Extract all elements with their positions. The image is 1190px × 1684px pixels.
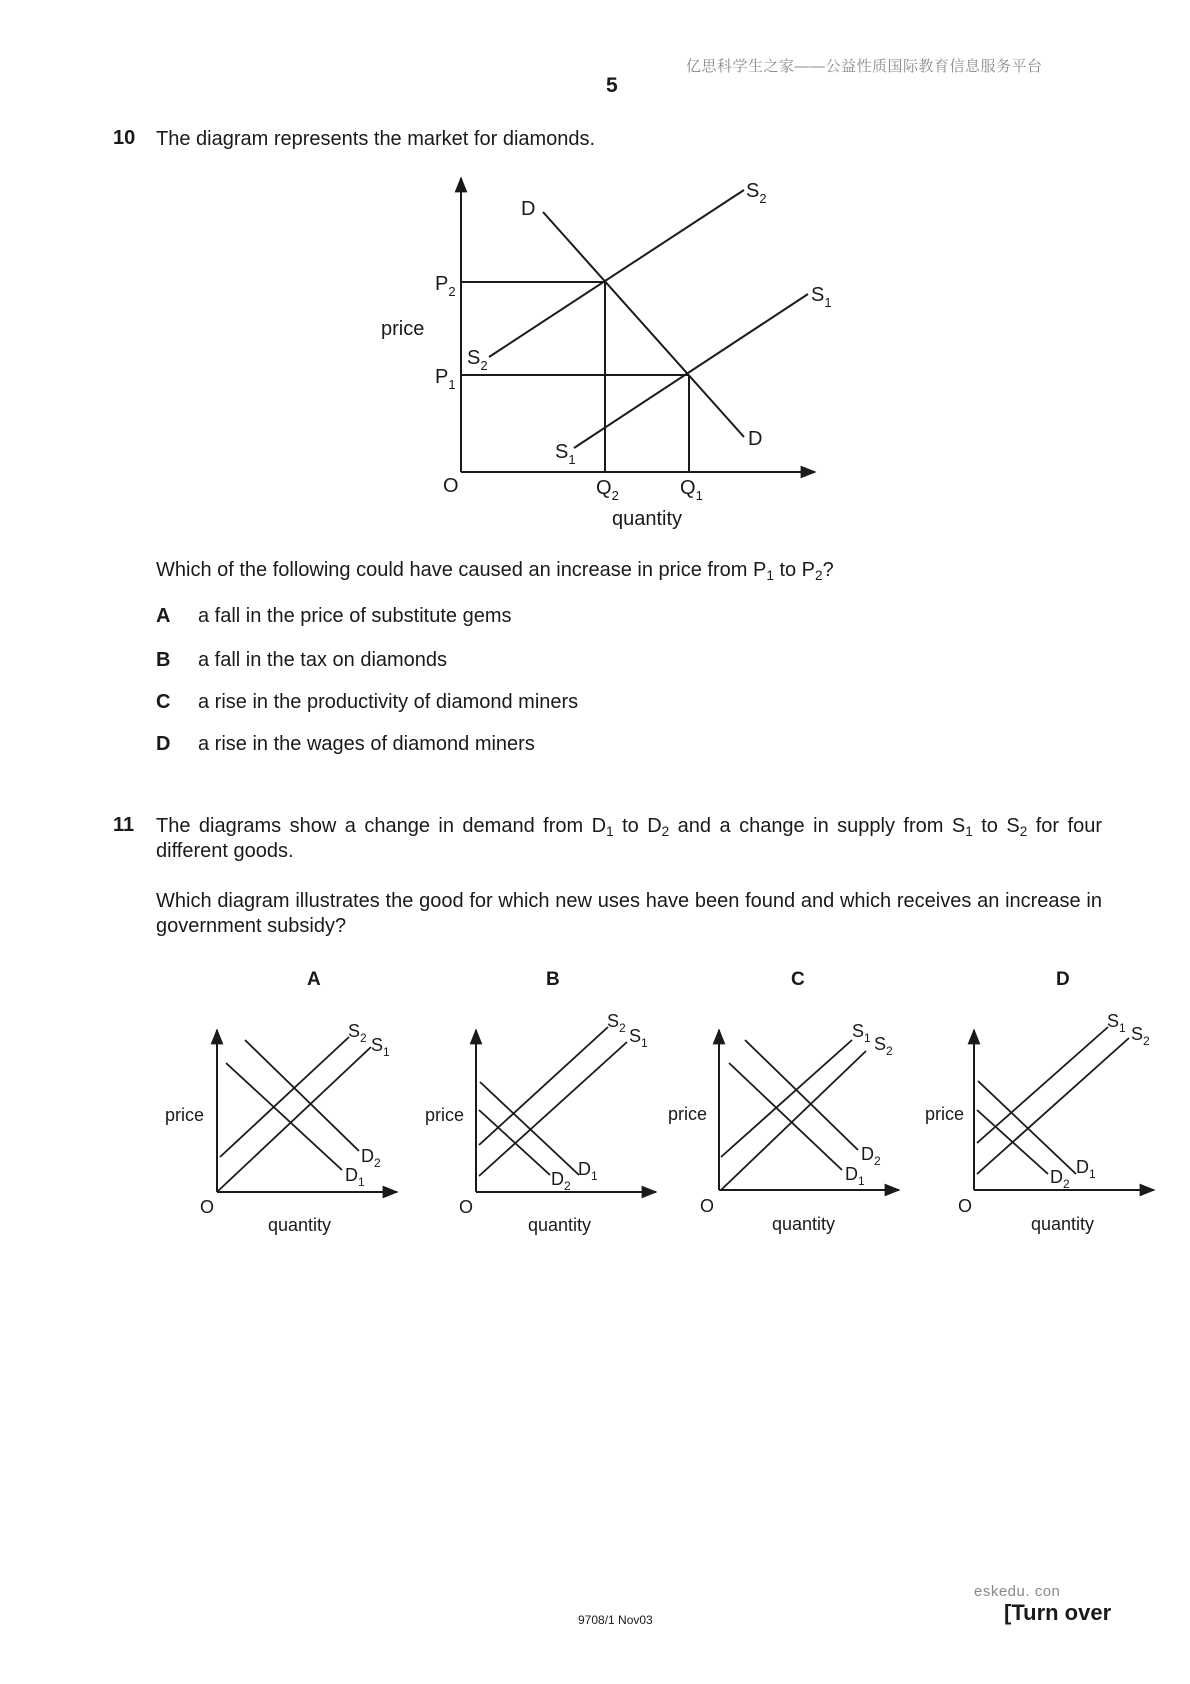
- x-axis-label: quantity: [612, 508, 683, 530]
- x-axis-label: quantity: [528, 1215, 592, 1235]
- diagram-d: [910, 1000, 1170, 1240]
- y-axis-label: price: [425, 1105, 465, 1125]
- watermark-header: 亿思科学生之家——公益性质国际教育信息服务平台: [686, 58, 1043, 75]
- s2-label-bottom: $S_2$: [467, 347, 488, 373]
- y-axis-label: price: [381, 318, 425, 340]
- d1-label: $D_1$: [845, 1164, 865, 1188]
- option-c-text: a rise in the productivity of diamond miners: [198, 691, 579, 713]
- origin-label: O: [200, 1197, 215, 1217]
- s1-label: $S_1$: [852, 1021, 871, 1045]
- origin-label: O: [958, 1196, 973, 1216]
- option-a-text: a fall in the price of substitute gems: [198, 605, 512, 627]
- d1-label: $D_1$: [345, 1165, 365, 1189]
- y-axis-label: price: [668, 1104, 708, 1124]
- x-axis-label: quantity: [772, 1214, 836, 1234]
- p1-label: $P_1$: [435, 366, 456, 392]
- paper-code: 9708/1 Nov03: [578, 1613, 653, 1627]
- option-b-text: a fall in the tax on diamonds: [198, 649, 448, 671]
- page-number: 5: [606, 74, 618, 97]
- x-axis-label: quantity: [1031, 1214, 1095, 1234]
- s2-label-top: $S_2$: [746, 180, 767, 206]
- origin-label: O: [459, 1197, 474, 1217]
- demand-label-top: D: [521, 198, 536, 220]
- question-11-number: 11: [113, 814, 135, 836]
- diagram-d-heading: D: [1056, 969, 1070, 990]
- s1-label: $S_1$: [1107, 1011, 1126, 1035]
- q1-label: $Q_1$: [680, 477, 703, 503]
- option-a-letter: A: [156, 605, 171, 627]
- diagram-a-heading: A: [307, 969, 321, 990]
- p2-label: $P_2$: [435, 273, 456, 299]
- watermark-footer: eskedu. con: [974, 1583, 1061, 1600]
- s1-label: $S_1$: [371, 1035, 390, 1059]
- s2-label: $S_2$: [348, 1021, 367, 1045]
- s2-label: $S_2$: [607, 1011, 626, 1035]
- question-10-prompt: Which of the following could have caused an increase in price from $P_1$ to $P_2$?: [156, 559, 834, 584]
- question-10-number: 10: [113, 127, 136, 149]
- supply-s2: [977, 1038, 1129, 1174]
- question-10-stem: The diagram represents the market for diamonds.: [156, 128, 596, 150]
- q10-supply-demand-diagram: [0, 0, 1190, 560]
- demand-label-bottom: D: [748, 428, 763, 450]
- s1-label-bottom: $S_1$: [555, 441, 576, 467]
- option-d-text: a rise in the wages of diamond miners: [198, 733, 535, 755]
- y-axis-label: price: [165, 1105, 205, 1125]
- option-d-letter: D: [156, 733, 171, 755]
- s2-label: $S_2$: [1131, 1024, 1150, 1048]
- question-11-prompt: Which diagram illustrates the good for which new uses have been found and which receives an increase in government subsidy?: [156, 890, 1102, 937]
- supply-curve-s1: [574, 294, 808, 448]
- origin-label: O: [700, 1196, 715, 1216]
- s1-label: $S_1$: [629, 1026, 648, 1050]
- supply-s1: [721, 1040, 852, 1157]
- diagram-b-heading: B: [546, 969, 560, 990]
- diagram-a: [150, 1000, 410, 1240]
- d1-label: $D_1$: [1076, 1157, 1096, 1181]
- option-b-letter: B: [156, 649, 171, 671]
- x-axis-label: quantity: [268, 1215, 332, 1235]
- y-axis-label: price: [925, 1104, 965, 1124]
- d2-label: $D_2$: [861, 1144, 881, 1168]
- supply-s1: [977, 1027, 1108, 1143]
- supply-s2: [220, 1037, 349, 1157]
- option-c-letter: C: [156, 691, 171, 713]
- d2-label: $D_2$: [361, 1146, 381, 1170]
- supply-s1: [479, 1042, 627, 1176]
- d2-label: $D_2$: [551, 1169, 571, 1193]
- diagram-c: [655, 1000, 915, 1240]
- s1-label-top: $S_1$: [811, 284, 832, 310]
- s2-label: $S_2$: [874, 1034, 893, 1058]
- turn-over-note: [Turn over: [1004, 1600, 1112, 1625]
- diagram-c-heading: C: [791, 969, 805, 990]
- d2-label: $D_2$: [1050, 1167, 1070, 1191]
- q2-label: $Q_2$: [596, 477, 619, 503]
- question-11-stem: The diagrams show a change in demand from $D_1$ to $D_2$ and a change in supply from $S_1$ to $S_2$ for four different goods.: [156, 815, 1102, 862]
- d1-label: $D_1$: [578, 1159, 598, 1183]
- origin-label: O: [443, 475, 459, 497]
- diagram-b: [410, 1000, 670, 1240]
